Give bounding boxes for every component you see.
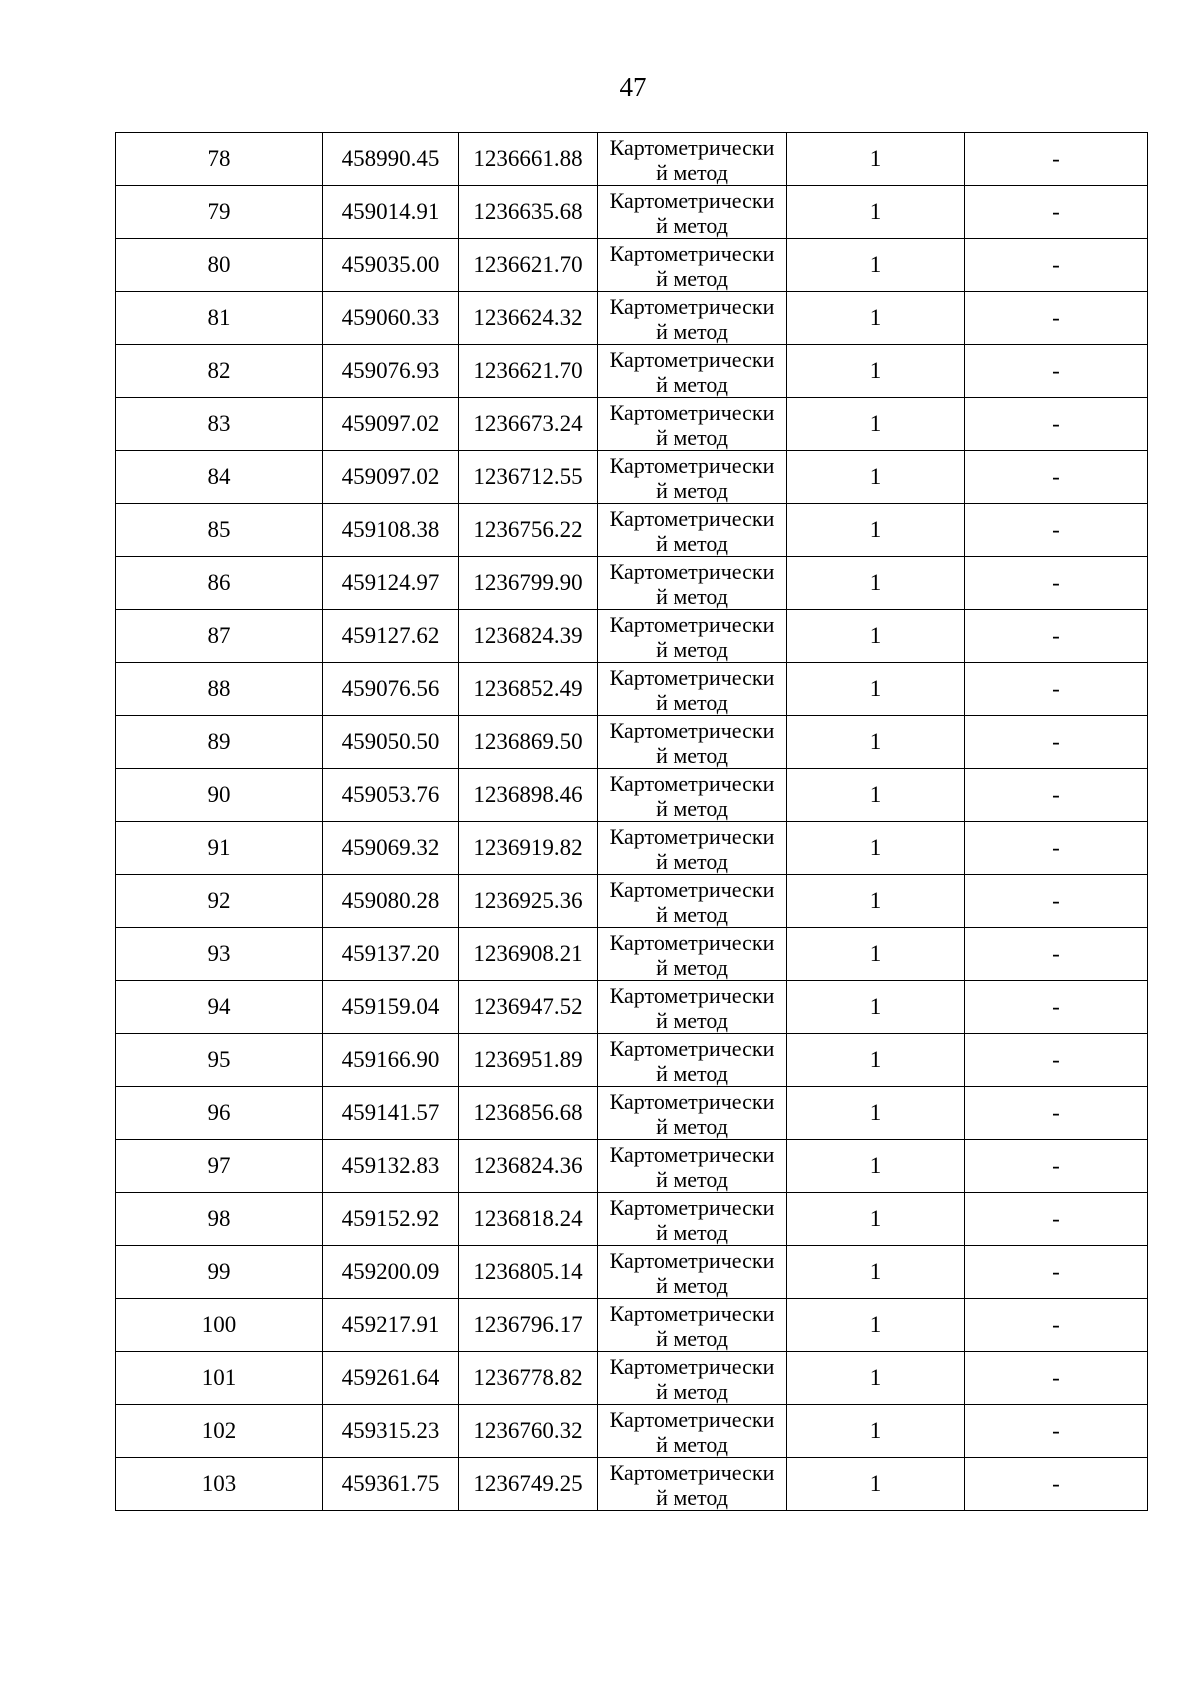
method-cell bbox=[598, 981, 787, 1034]
accuracy-cell: 1 bbox=[787, 769, 965, 822]
table-row bbox=[116, 1405, 1148, 1458]
accuracy-cell: 1 bbox=[787, 716, 965, 769]
method-cell bbox=[598, 1352, 787, 1405]
table-row bbox=[116, 557, 1148, 610]
y-coordinate-cell: 1236621.70 bbox=[459, 239, 598, 292]
method-line-1: Картометрически bbox=[609, 1088, 775, 1114]
note-cell: - bbox=[965, 1140, 1148, 1193]
note-cell: - bbox=[965, 716, 1148, 769]
accuracy-cell: 1 bbox=[787, 928, 965, 981]
accuracy-cell: 1 bbox=[787, 398, 965, 451]
note-cell: - bbox=[965, 769, 1148, 822]
method-cell bbox=[598, 1458, 787, 1511]
method-cell bbox=[598, 504, 787, 557]
x-coordinate-cell: 459132.83 bbox=[323, 1140, 459, 1193]
method-line-2: й метод bbox=[656, 583, 728, 609]
accuracy-cell: 1 bbox=[787, 663, 965, 716]
point-number-cell: 79 bbox=[116, 186, 323, 239]
method-cell bbox=[598, 557, 787, 610]
method-cell bbox=[598, 822, 787, 875]
method-cell bbox=[598, 1405, 787, 1458]
method-line-1: Картометрически bbox=[609, 293, 775, 319]
point-number-cell: 95 bbox=[116, 1034, 323, 1087]
method-cell bbox=[598, 1087, 787, 1140]
method-line-2: й метод bbox=[656, 1378, 728, 1404]
note-cell: - bbox=[965, 875, 1148, 928]
method-cell bbox=[598, 292, 787, 345]
table-row bbox=[116, 928, 1148, 981]
table-row bbox=[116, 1193, 1148, 1246]
accuracy-cell: 1 bbox=[787, 1405, 965, 1458]
method-cell bbox=[598, 345, 787, 398]
y-coordinate-cell: 1236818.24 bbox=[459, 1193, 598, 1246]
x-coordinate-cell: 459159.04 bbox=[323, 981, 459, 1034]
table-row bbox=[116, 239, 1148, 292]
x-coordinate-cell: 459200.09 bbox=[323, 1246, 459, 1299]
y-coordinate-cell: 1236805.14 bbox=[459, 1246, 598, 1299]
method-line-2: й метод bbox=[656, 901, 728, 927]
method-line-2: й метод bbox=[656, 1060, 728, 1086]
method-cell bbox=[598, 451, 787, 504]
accuracy-cell: 1 bbox=[787, 186, 965, 239]
method-line-1: Картометрически bbox=[609, 1406, 775, 1432]
point-number-cell: 103 bbox=[116, 1458, 323, 1511]
table-body bbox=[116, 133, 1148, 1511]
accuracy-cell: 1 bbox=[787, 610, 965, 663]
table-row bbox=[116, 345, 1148, 398]
point-number-cell: 93 bbox=[116, 928, 323, 981]
y-coordinate-cell: 1236824.36 bbox=[459, 1140, 598, 1193]
table-row bbox=[116, 1087, 1148, 1140]
table-row bbox=[116, 822, 1148, 875]
method-line-2: й метод bbox=[656, 371, 728, 397]
method-line-1: Картометрически bbox=[609, 1035, 775, 1061]
y-coordinate-cell: 1236852.49 bbox=[459, 663, 598, 716]
method-line-2: й метод bbox=[656, 1219, 728, 1245]
point-number-cell: 90 bbox=[116, 769, 323, 822]
y-coordinate-cell: 1236624.32 bbox=[459, 292, 598, 345]
y-coordinate-cell: 1236621.70 bbox=[459, 345, 598, 398]
note-cell: - bbox=[965, 239, 1148, 292]
accuracy-cell: 1 bbox=[787, 981, 965, 1034]
table-row bbox=[116, 186, 1148, 239]
note-cell: - bbox=[965, 557, 1148, 610]
method-line-2: й метод bbox=[656, 795, 728, 821]
x-coordinate-cell: 459014.91 bbox=[323, 186, 459, 239]
method-line-1: Картометрически bbox=[609, 1247, 775, 1273]
method-line-1: Картометрически bbox=[609, 240, 775, 266]
method-line-2: й метод bbox=[656, 954, 728, 980]
y-coordinate-cell: 1236908.21 bbox=[459, 928, 598, 981]
y-coordinate-cell: 1236749.25 bbox=[459, 1458, 598, 1511]
method-line-1: Картометрически bbox=[609, 346, 775, 372]
note-cell: - bbox=[965, 1299, 1148, 1352]
note-cell: - bbox=[965, 1193, 1148, 1246]
method-line-2: й метод bbox=[656, 1325, 728, 1351]
note-cell: - bbox=[965, 981, 1148, 1034]
method-line-1: Картометрически bbox=[609, 1194, 775, 1220]
accuracy-cell: 1 bbox=[787, 1299, 965, 1352]
x-coordinate-cell: 458990.45 bbox=[323, 133, 459, 186]
method-line-1: Картометрически bbox=[609, 1141, 775, 1167]
table-row bbox=[116, 451, 1148, 504]
table-row bbox=[116, 1352, 1148, 1405]
table-row bbox=[116, 769, 1148, 822]
note-cell: - bbox=[965, 398, 1148, 451]
method-line-1: Картометрически bbox=[609, 823, 775, 849]
method-line-1: Картометрически bbox=[609, 664, 775, 690]
accuracy-cell: 1 bbox=[787, 1246, 965, 1299]
method-cell bbox=[598, 928, 787, 981]
point-number-cell: 98 bbox=[116, 1193, 323, 1246]
point-number-cell: 87 bbox=[116, 610, 323, 663]
table-row bbox=[116, 398, 1148, 451]
table-row bbox=[116, 1299, 1148, 1352]
x-coordinate-cell: 459166.90 bbox=[323, 1034, 459, 1087]
point-number-cell: 91 bbox=[116, 822, 323, 875]
y-coordinate-cell: 1236856.68 bbox=[459, 1087, 598, 1140]
method-line-2: й метод bbox=[656, 477, 728, 503]
y-coordinate-cell: 1236673.24 bbox=[459, 398, 598, 451]
table-row bbox=[116, 981, 1148, 1034]
method-cell bbox=[598, 186, 787, 239]
point-number-cell: 96 bbox=[116, 1087, 323, 1140]
coordinates-table bbox=[115, 132, 1148, 1511]
y-coordinate-cell: 1236925.36 bbox=[459, 875, 598, 928]
method-cell bbox=[598, 398, 787, 451]
accuracy-cell: 1 bbox=[787, 822, 965, 875]
point-number-cell: 89 bbox=[116, 716, 323, 769]
note-cell: - bbox=[965, 1405, 1148, 1458]
point-number-cell: 85 bbox=[116, 504, 323, 557]
point-number-cell: 101 bbox=[116, 1352, 323, 1405]
method-line-2: й метод bbox=[656, 159, 728, 185]
method-cell bbox=[598, 1246, 787, 1299]
table-row bbox=[116, 1034, 1148, 1087]
point-number-cell: 97 bbox=[116, 1140, 323, 1193]
x-coordinate-cell: 459053.76 bbox=[323, 769, 459, 822]
accuracy-cell: 1 bbox=[787, 504, 965, 557]
y-coordinate-cell: 1236760.32 bbox=[459, 1405, 598, 1458]
table-row bbox=[116, 610, 1148, 663]
y-coordinate-cell: 1236778.82 bbox=[459, 1352, 598, 1405]
y-coordinate-cell: 1236756.22 bbox=[459, 504, 598, 557]
point-number-cell: 100 bbox=[116, 1299, 323, 1352]
note-cell: - bbox=[965, 1087, 1148, 1140]
accuracy-cell: 1 bbox=[787, 1140, 965, 1193]
point-number-cell: 82 bbox=[116, 345, 323, 398]
note-cell: - bbox=[965, 1034, 1148, 1087]
method-line-1: Картометрически bbox=[609, 1459, 775, 1485]
accuracy-cell: 1 bbox=[787, 1352, 965, 1405]
method-line-2: й метод bbox=[656, 265, 728, 291]
method-cell bbox=[598, 1034, 787, 1087]
note-cell: - bbox=[965, 822, 1148, 875]
point-number-cell: 78 bbox=[116, 133, 323, 186]
method-cell bbox=[598, 133, 787, 186]
x-coordinate-cell: 459097.02 bbox=[323, 398, 459, 451]
method-line-2: й метод bbox=[656, 1272, 728, 1298]
method-line-2: й метод bbox=[656, 1166, 728, 1192]
y-coordinate-cell: 1236947.52 bbox=[459, 981, 598, 1034]
x-coordinate-cell: 459076.93 bbox=[323, 345, 459, 398]
method-line-1: Картометрически bbox=[609, 399, 775, 425]
note-cell: - bbox=[965, 345, 1148, 398]
table-row bbox=[116, 504, 1148, 557]
method-line-2: й метод bbox=[656, 1007, 728, 1033]
method-line-1: Картометрически bbox=[609, 187, 775, 213]
point-number-cell: 83 bbox=[116, 398, 323, 451]
y-coordinate-cell: 1236869.50 bbox=[459, 716, 598, 769]
method-line-1: Картометрически bbox=[609, 558, 775, 584]
note-cell: - bbox=[965, 1458, 1148, 1511]
accuracy-cell: 1 bbox=[787, 1034, 965, 1087]
accuracy-cell: 1 bbox=[787, 451, 965, 504]
x-coordinate-cell: 459137.20 bbox=[323, 928, 459, 981]
note-cell: - bbox=[965, 133, 1148, 186]
x-coordinate-cell: 459361.75 bbox=[323, 1458, 459, 1511]
point-number-cell: 94 bbox=[116, 981, 323, 1034]
table-row bbox=[116, 875, 1148, 928]
x-coordinate-cell: 459097.02 bbox=[323, 451, 459, 504]
method-line-1: Картометрически bbox=[609, 134, 775, 160]
point-number-cell: 81 bbox=[116, 292, 323, 345]
method-cell bbox=[598, 1193, 787, 1246]
accuracy-cell: 1 bbox=[787, 1087, 965, 1140]
point-number-cell: 84 bbox=[116, 451, 323, 504]
point-number-cell: 80 bbox=[116, 239, 323, 292]
y-coordinate-cell: 1236898.46 bbox=[459, 769, 598, 822]
accuracy-cell: 1 bbox=[787, 875, 965, 928]
method-cell bbox=[598, 769, 787, 822]
method-cell bbox=[598, 1299, 787, 1352]
accuracy-cell: 1 bbox=[787, 557, 965, 610]
point-number-cell: 88 bbox=[116, 663, 323, 716]
x-coordinate-cell: 459315.23 bbox=[323, 1405, 459, 1458]
accuracy-cell: 1 bbox=[787, 239, 965, 292]
y-coordinate-cell: 1236951.89 bbox=[459, 1034, 598, 1087]
note-cell: - bbox=[965, 451, 1148, 504]
x-coordinate-cell: 459076.56 bbox=[323, 663, 459, 716]
method-line-1: Картометрически bbox=[609, 717, 775, 743]
y-coordinate-cell: 1236919.82 bbox=[459, 822, 598, 875]
method-line-2: й метод bbox=[656, 318, 728, 344]
note-cell: - bbox=[965, 186, 1148, 239]
x-coordinate-cell: 459050.50 bbox=[323, 716, 459, 769]
y-coordinate-cell: 1236661.88 bbox=[459, 133, 598, 186]
x-coordinate-cell: 459141.57 bbox=[323, 1087, 459, 1140]
accuracy-cell: 1 bbox=[787, 1458, 965, 1511]
note-cell: - bbox=[965, 928, 1148, 981]
note-cell: - bbox=[965, 663, 1148, 716]
method-cell bbox=[598, 239, 787, 292]
accuracy-cell: 1 bbox=[787, 292, 965, 345]
accuracy-cell: 1 bbox=[787, 133, 965, 186]
table-row bbox=[116, 292, 1148, 345]
x-coordinate-cell: 459069.32 bbox=[323, 822, 459, 875]
method-line-2: й метод bbox=[656, 1484, 728, 1510]
method-line-2: й метод bbox=[656, 848, 728, 874]
method-line-1: Картометрически bbox=[609, 1353, 775, 1379]
table-row bbox=[116, 663, 1148, 716]
method-cell bbox=[598, 663, 787, 716]
table-row bbox=[116, 716, 1148, 769]
y-coordinate-cell: 1236712.55 bbox=[459, 451, 598, 504]
method-line-1: Картометрически bbox=[609, 876, 775, 902]
method-line-2: й метод bbox=[656, 212, 728, 238]
method-line-2: й метод bbox=[656, 530, 728, 556]
note-cell: - bbox=[965, 1352, 1148, 1405]
method-line-2: й метод bbox=[656, 1431, 728, 1457]
x-coordinate-cell: 459152.92 bbox=[323, 1193, 459, 1246]
table-row bbox=[116, 1140, 1148, 1193]
table-row bbox=[116, 133, 1148, 186]
method-line-2: й метод bbox=[656, 742, 728, 768]
point-number-cell: 92 bbox=[116, 875, 323, 928]
method-line-1: Картометрически bbox=[609, 505, 775, 531]
method-line-2: й метод bbox=[656, 424, 728, 450]
point-number-cell: 102 bbox=[116, 1405, 323, 1458]
method-line-1: Картометрически bbox=[609, 452, 775, 478]
method-line-1: Картометрически bbox=[609, 611, 775, 637]
method-line-2: й метод bbox=[656, 689, 728, 715]
note-cell: - bbox=[965, 610, 1148, 663]
x-coordinate-cell: 459080.28 bbox=[323, 875, 459, 928]
accuracy-cell: 1 bbox=[787, 345, 965, 398]
note-cell: - bbox=[965, 292, 1148, 345]
method-line-2: й метод bbox=[656, 636, 728, 662]
method-line-1: Картометрически bbox=[609, 1300, 775, 1326]
table-row bbox=[116, 1246, 1148, 1299]
method-cell bbox=[598, 716, 787, 769]
y-coordinate-cell: 1236635.68 bbox=[459, 186, 598, 239]
y-coordinate-cell: 1236796.17 bbox=[459, 1299, 598, 1352]
x-coordinate-cell: 459127.62 bbox=[323, 610, 459, 663]
y-coordinate-cell: 1236824.39 bbox=[459, 610, 598, 663]
method-cell bbox=[598, 610, 787, 663]
y-coordinate-cell: 1236799.90 bbox=[459, 557, 598, 610]
method-cell bbox=[598, 1140, 787, 1193]
x-coordinate-cell: 459060.33 bbox=[323, 292, 459, 345]
method-line-2: й метод bbox=[656, 1113, 728, 1139]
x-coordinate-cell: 459035.00 bbox=[323, 239, 459, 292]
x-coordinate-cell: 459261.64 bbox=[323, 1352, 459, 1405]
method-line-1: Картометрически bbox=[609, 929, 775, 955]
note-cell: - bbox=[965, 1246, 1148, 1299]
point-number-cell: 86 bbox=[116, 557, 323, 610]
accuracy-cell: 1 bbox=[787, 1193, 965, 1246]
table-row bbox=[116, 1458, 1148, 1511]
page-number: 47 bbox=[619, 72, 647, 102]
x-coordinate-cell: 459217.91 bbox=[323, 1299, 459, 1352]
note-cell: - bbox=[965, 504, 1148, 557]
point-number-cell: 99 bbox=[116, 1246, 323, 1299]
method-line-1: Картометрически bbox=[609, 982, 775, 1008]
x-coordinate-cell: 459124.97 bbox=[323, 557, 459, 610]
method-cell bbox=[598, 875, 787, 928]
x-coordinate-cell: 459108.38 bbox=[323, 504, 459, 557]
method-line-1: Картометрически bbox=[609, 770, 775, 796]
